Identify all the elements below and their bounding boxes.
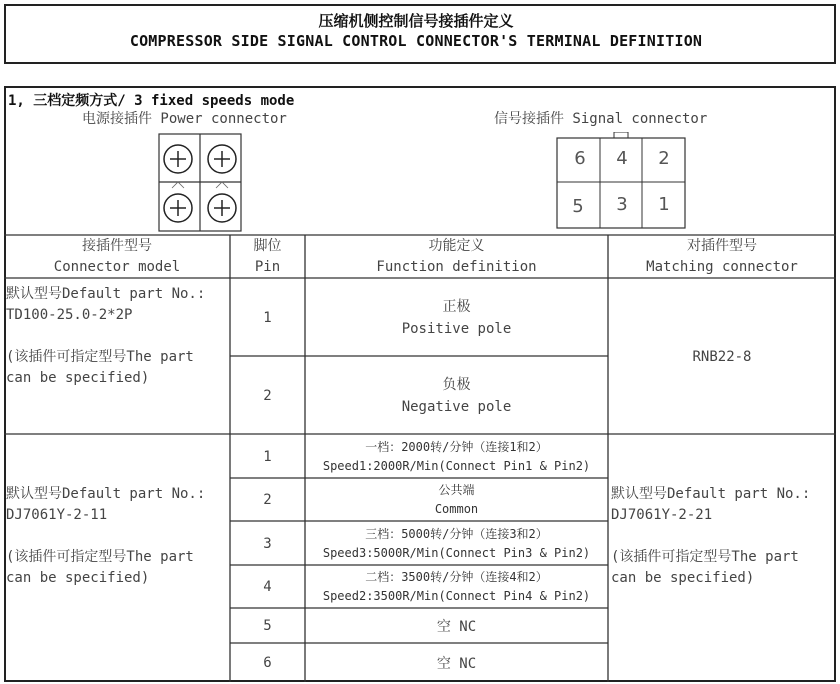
group2-model-line4: can be specified) xyxy=(6,570,150,586)
common-cn: 公共端 xyxy=(438,483,475,497)
group2-matching-line3: (该插件可指定型号The part xyxy=(611,549,799,565)
group1-model-line1: 默认型号Default part No.: xyxy=(6,286,206,302)
signal-pin-2: 2 xyxy=(658,148,670,169)
function-1-en: Positive pole xyxy=(401,320,512,337)
group2-pin-2: 2 xyxy=(263,492,272,508)
group1-model-line4: can be specified) xyxy=(6,370,150,386)
header-matching-cn: 对插件型号 xyxy=(687,238,757,254)
header-function-en: Function definition xyxy=(376,259,537,275)
speed2-cn: 二档：3500转/分钟（连接4和2） xyxy=(365,570,548,584)
header-matching xyxy=(608,236,836,278)
signal-pin-3: 3 xyxy=(616,194,628,215)
speed2-en: Speed2:3500R/Min(Connect Pin4 & Pin2) xyxy=(322,589,591,603)
signal-pin-1: 1 xyxy=(658,194,670,215)
group2-model-line3: (该插件可指定型号The part xyxy=(6,549,194,565)
group1-function-2 xyxy=(305,357,608,434)
group2-pin-3: 3 xyxy=(263,535,272,552)
header-connector-model xyxy=(4,236,230,278)
group1-model-line2: TD100-25.0-2*2P xyxy=(6,307,133,323)
header-matching-en: Matching connector xyxy=(646,259,798,275)
header-pin-cn: 脚位 xyxy=(253,238,282,254)
group1-pin-1: 1 xyxy=(263,309,272,326)
signal-pin-5: 5 xyxy=(572,196,584,217)
group1-model-line3: (该插件可指定型号The part xyxy=(6,349,194,365)
group2-matching-line4: can be specified) xyxy=(611,570,755,586)
group2-matching-line2: DJ7061Y-2-21 xyxy=(611,507,713,523)
group1-matching-connector: RNB22-8 xyxy=(692,348,752,365)
group2-connector-model xyxy=(6,484,228,589)
header-pin-en: Pin xyxy=(254,259,281,275)
signal-pin-6: 6 xyxy=(574,148,586,169)
group2-function-4 xyxy=(305,566,608,608)
group1-pin-2: 2 xyxy=(263,387,272,404)
speed1-cn: 一档：2000转/分钟（连接1和2） xyxy=(365,439,548,454)
group2-function-5: 空 NC xyxy=(436,619,477,635)
group2-function-1 xyxy=(305,435,608,478)
group2-pin-6: 6 xyxy=(263,655,272,671)
group2-pin-4: 4 xyxy=(263,579,272,595)
signal-connector-label: 信号接插件 Signal connector xyxy=(494,111,708,127)
speed3-en: Speed3:5000R/Min(Connect Pin3 & Pin2) xyxy=(322,545,591,560)
common-en: Common xyxy=(434,502,479,516)
group2-function-6: 空 NC xyxy=(436,656,477,672)
title-english: COMPRESSOR SIDE SIGNAL CONTROL CONNECTOR'S TERMINAL DEFINITION xyxy=(129,32,703,50)
speed3-cn: 三档：5000转/分钟（连接3和2） xyxy=(365,526,548,541)
group2-function-3 xyxy=(305,522,608,565)
signal-pin-4: 4 xyxy=(616,148,628,169)
group2-function-2 xyxy=(305,479,608,521)
group2-matching-line1: 默认型号Default part No.: xyxy=(611,486,811,502)
header-function-cn: 功能定义 xyxy=(428,238,485,254)
function-2-cn: 负极 xyxy=(442,376,471,393)
header-model-en: Connector model xyxy=(53,259,181,275)
group1-connector-model xyxy=(6,284,228,389)
power-connector-label: 电源接插件 Power connector xyxy=(82,111,287,127)
group1-function-1 xyxy=(305,279,608,356)
section-heading: 1, 三档定频方式/ 3 fixed speeds mode xyxy=(8,93,295,109)
function-1-cn: 正极 xyxy=(442,298,471,315)
group2-pin-5: 5 xyxy=(263,618,272,634)
header-pin xyxy=(230,236,305,278)
group2-pin-1: 1 xyxy=(263,448,272,465)
speed1-en: Speed1:2000R/Min(Connect Pin1 & Pin2) xyxy=(322,458,591,473)
group2-matching-connector xyxy=(611,484,835,589)
header-model-cn: 接插件型号 xyxy=(82,238,152,254)
header-function xyxy=(305,236,608,278)
group2-model-line2: DJ7061Y-2-11 xyxy=(6,507,108,523)
function-2-en: Negative pole xyxy=(401,398,512,415)
group2-model-line1: 默认型号Default part No.: xyxy=(6,486,206,502)
title-chinese: 压缩机侧控制信号接插件定义 xyxy=(318,12,514,30)
